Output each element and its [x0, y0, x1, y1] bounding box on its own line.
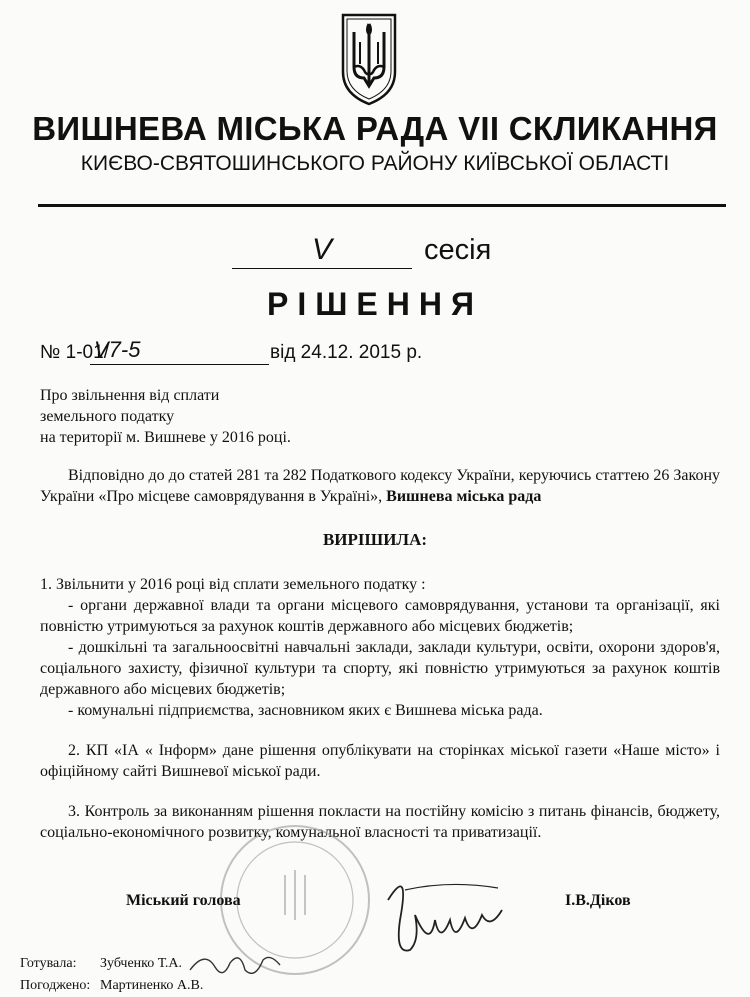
item-1-a: - органи державної влади та органи місцевого самоврядування, установи та організації, які повністю утримуються за рахунок коштів державного або місцевих бюджетів; [40, 597, 720, 635]
agreed-label: Погоджено: [20, 978, 91, 993]
mayor-name: І.В.Діков [565, 892, 631, 909]
header-divider [38, 204, 726, 207]
item-1: 1. Звільнити у 2016 році від сплати земельного податку : [40, 576, 426, 593]
item-3: 3. Контроль за виконанням рішення покласти на постійну комісію з питань фінансів, бюджету, соціально-економічного розвитку, комунальної власності та приватизації. [40, 803, 720, 841]
decision-date: від 24.12. 2015 р. [270, 342, 423, 363]
decision-subject [40, 385, 340, 448]
document-title: РІШЕННЯ [267, 286, 483, 322]
council-title: ВИШНЕВА МІСЬКА РАДА VII СКЛИКАННЯ [32, 110, 718, 147]
prepared-name: Зубченко Т.А. [100, 956, 183, 971]
session-number: V [232, 232, 412, 269]
resolved-heading: ВИРІШИЛА: [322, 530, 428, 549]
council-subtitle: КИЄВО-СВЯТОШИНСЬКОГО РАЙОНУ КИЇВСЬКОЇ ОБЛАСТІ [80, 152, 670, 175]
decision-number: V7-5 [90, 336, 269, 365]
decision-number-prefix: № 1-01/ [40, 342, 109, 363]
trident-icon [340, 12, 398, 107]
preamble-text: Відповідно до до статей 281 та 282 Податкового кодексу України, керуючись статтею 26 Закону України «Про місцеве самоврядування в Україні», [40, 467, 720, 505]
session-label: сесія [424, 234, 492, 266]
preamble [40, 465, 720, 507]
mayor-title: Міський голова [126, 892, 241, 909]
decision-items [40, 574, 720, 843]
item-1-c: - комунальні підприємства, засновником яких є Вишнева міська рада. [68, 702, 543, 719]
preamble-bold: Вишнева міська рада [386, 488, 542, 505]
subject-line: земельного податку [40, 408, 175, 425]
prepared-label: Готувала: [20, 956, 77, 971]
item-1-b: - дошкільні та загальноосвітні навчальні заклади, заклади культури, освіти, охорони здоров'я, соціального захисту, фізичної культури та спорту, які повністю утримуються за рахунок коштів державного або місцевих бюджетів; [40, 639, 720, 698]
subject-line: Про звільнення від сплати [40, 387, 220, 404]
subject-line: на території м. Вишневе у 2016 році. [40, 429, 291, 446]
agreed-name: Мартиненко А.В. [100, 978, 204, 993]
handwritten-signature-icon [380, 860, 520, 970]
item-2: 2. КП «ІА « Інформ» дане рішення опублікувати на сторінках міської газети «Наше місто» і офіційному сайті Вишневої міської ради. [40, 742, 720, 780]
